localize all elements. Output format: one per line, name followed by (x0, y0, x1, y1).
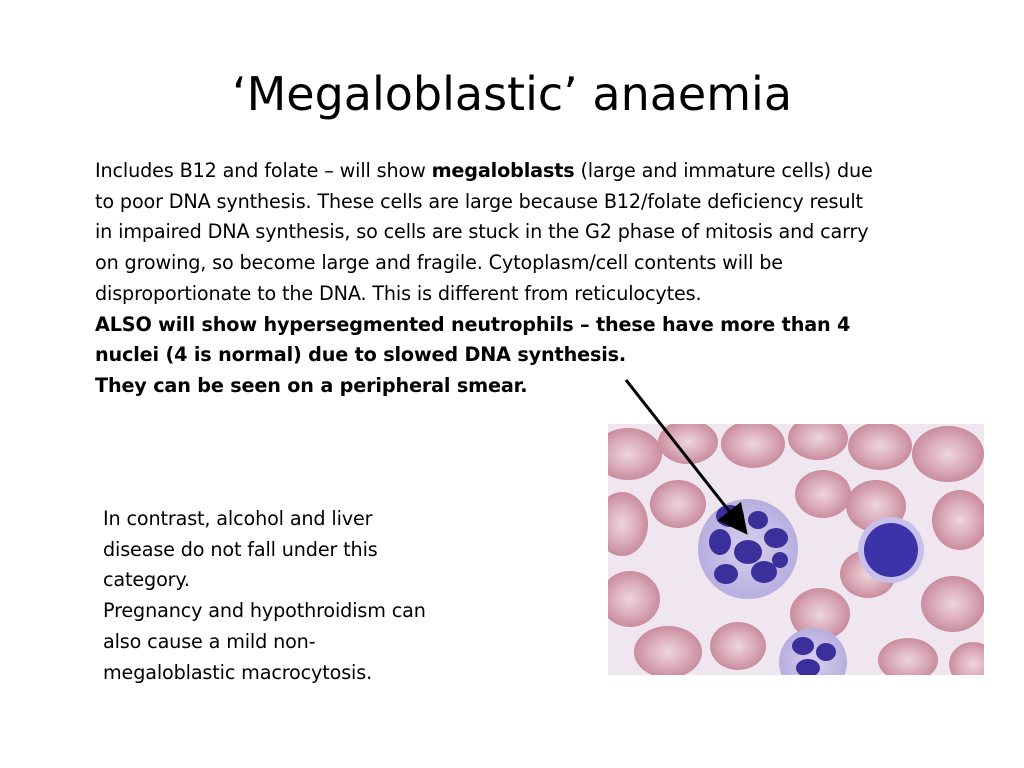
hypersegmented-neutrophil (698, 499, 798, 599)
nucleus-lobe (716, 505, 744, 527)
red-blood-cell (710, 622, 766, 670)
nucleus-lobe (764, 528, 788, 548)
megaloblasts-term: megaloblasts (431, 159, 575, 182)
nucleus-lobe (772, 552, 788, 568)
red-blood-cell (921, 576, 984, 632)
lymphocyte (858, 517, 924, 583)
hypersegmented-text: ALSO will show hypersegmented neutrophils – these have more than 4 nuclei (4 is normal) due to slowed DNA synthesis. (95, 312, 851, 367)
intro-text-start: Includes B12 and folate – will show (95, 159, 432, 182)
slide-title: ‘Megaloblastic’ anaemia (231, 67, 793, 121)
side-note-paragraph-1: In contrast, alcohol and liver disease do not fall under this category. (103, 507, 378, 592)
red-blood-cell (912, 426, 984, 482)
nucleus-lobe (792, 637, 814, 655)
smear-illustration (608, 424, 984, 675)
nucleus-lobe (748, 511, 768, 529)
lymphocyte-nucleus (864, 523, 918, 577)
red-blood-cell (795, 470, 851, 518)
peripheral-smear-image (608, 424, 984, 675)
side-note-paragraph-2: Pregnancy and hypothroidism can also cause a mild non-megaloblastic macrocytosis. (103, 599, 426, 684)
nucleus-lobe (816, 643, 836, 661)
side-note (103, 504, 433, 688)
nucleus-lobe (709, 529, 731, 555)
intro-text-end: (large and immature cells) due to poor DNA synthesis. These cells are large because B12/folate deficiency result in impaired DNA synthesis, so cells are stuck in the G2 phase of mitosis and carry on growing, so become large and fragile. Cytoplasm/cell contents will be disproportionate to the DNA. This is different from reticulocytes. (95, 159, 873, 305)
red-blood-cell (848, 424, 912, 470)
smear-text: They can be seen on a peripheral smear. (95, 373, 528, 397)
nucleus-lobe (751, 561, 777, 583)
red-blood-cell (650, 480, 706, 528)
nucleus-lobe (714, 564, 738, 584)
intro-paragraph (95, 156, 885, 310)
smear-paragraph (95, 371, 885, 402)
hypersegmented-paragraph (95, 310, 885, 371)
main-text-block (95, 156, 885, 402)
nucleus-lobe (734, 540, 762, 564)
